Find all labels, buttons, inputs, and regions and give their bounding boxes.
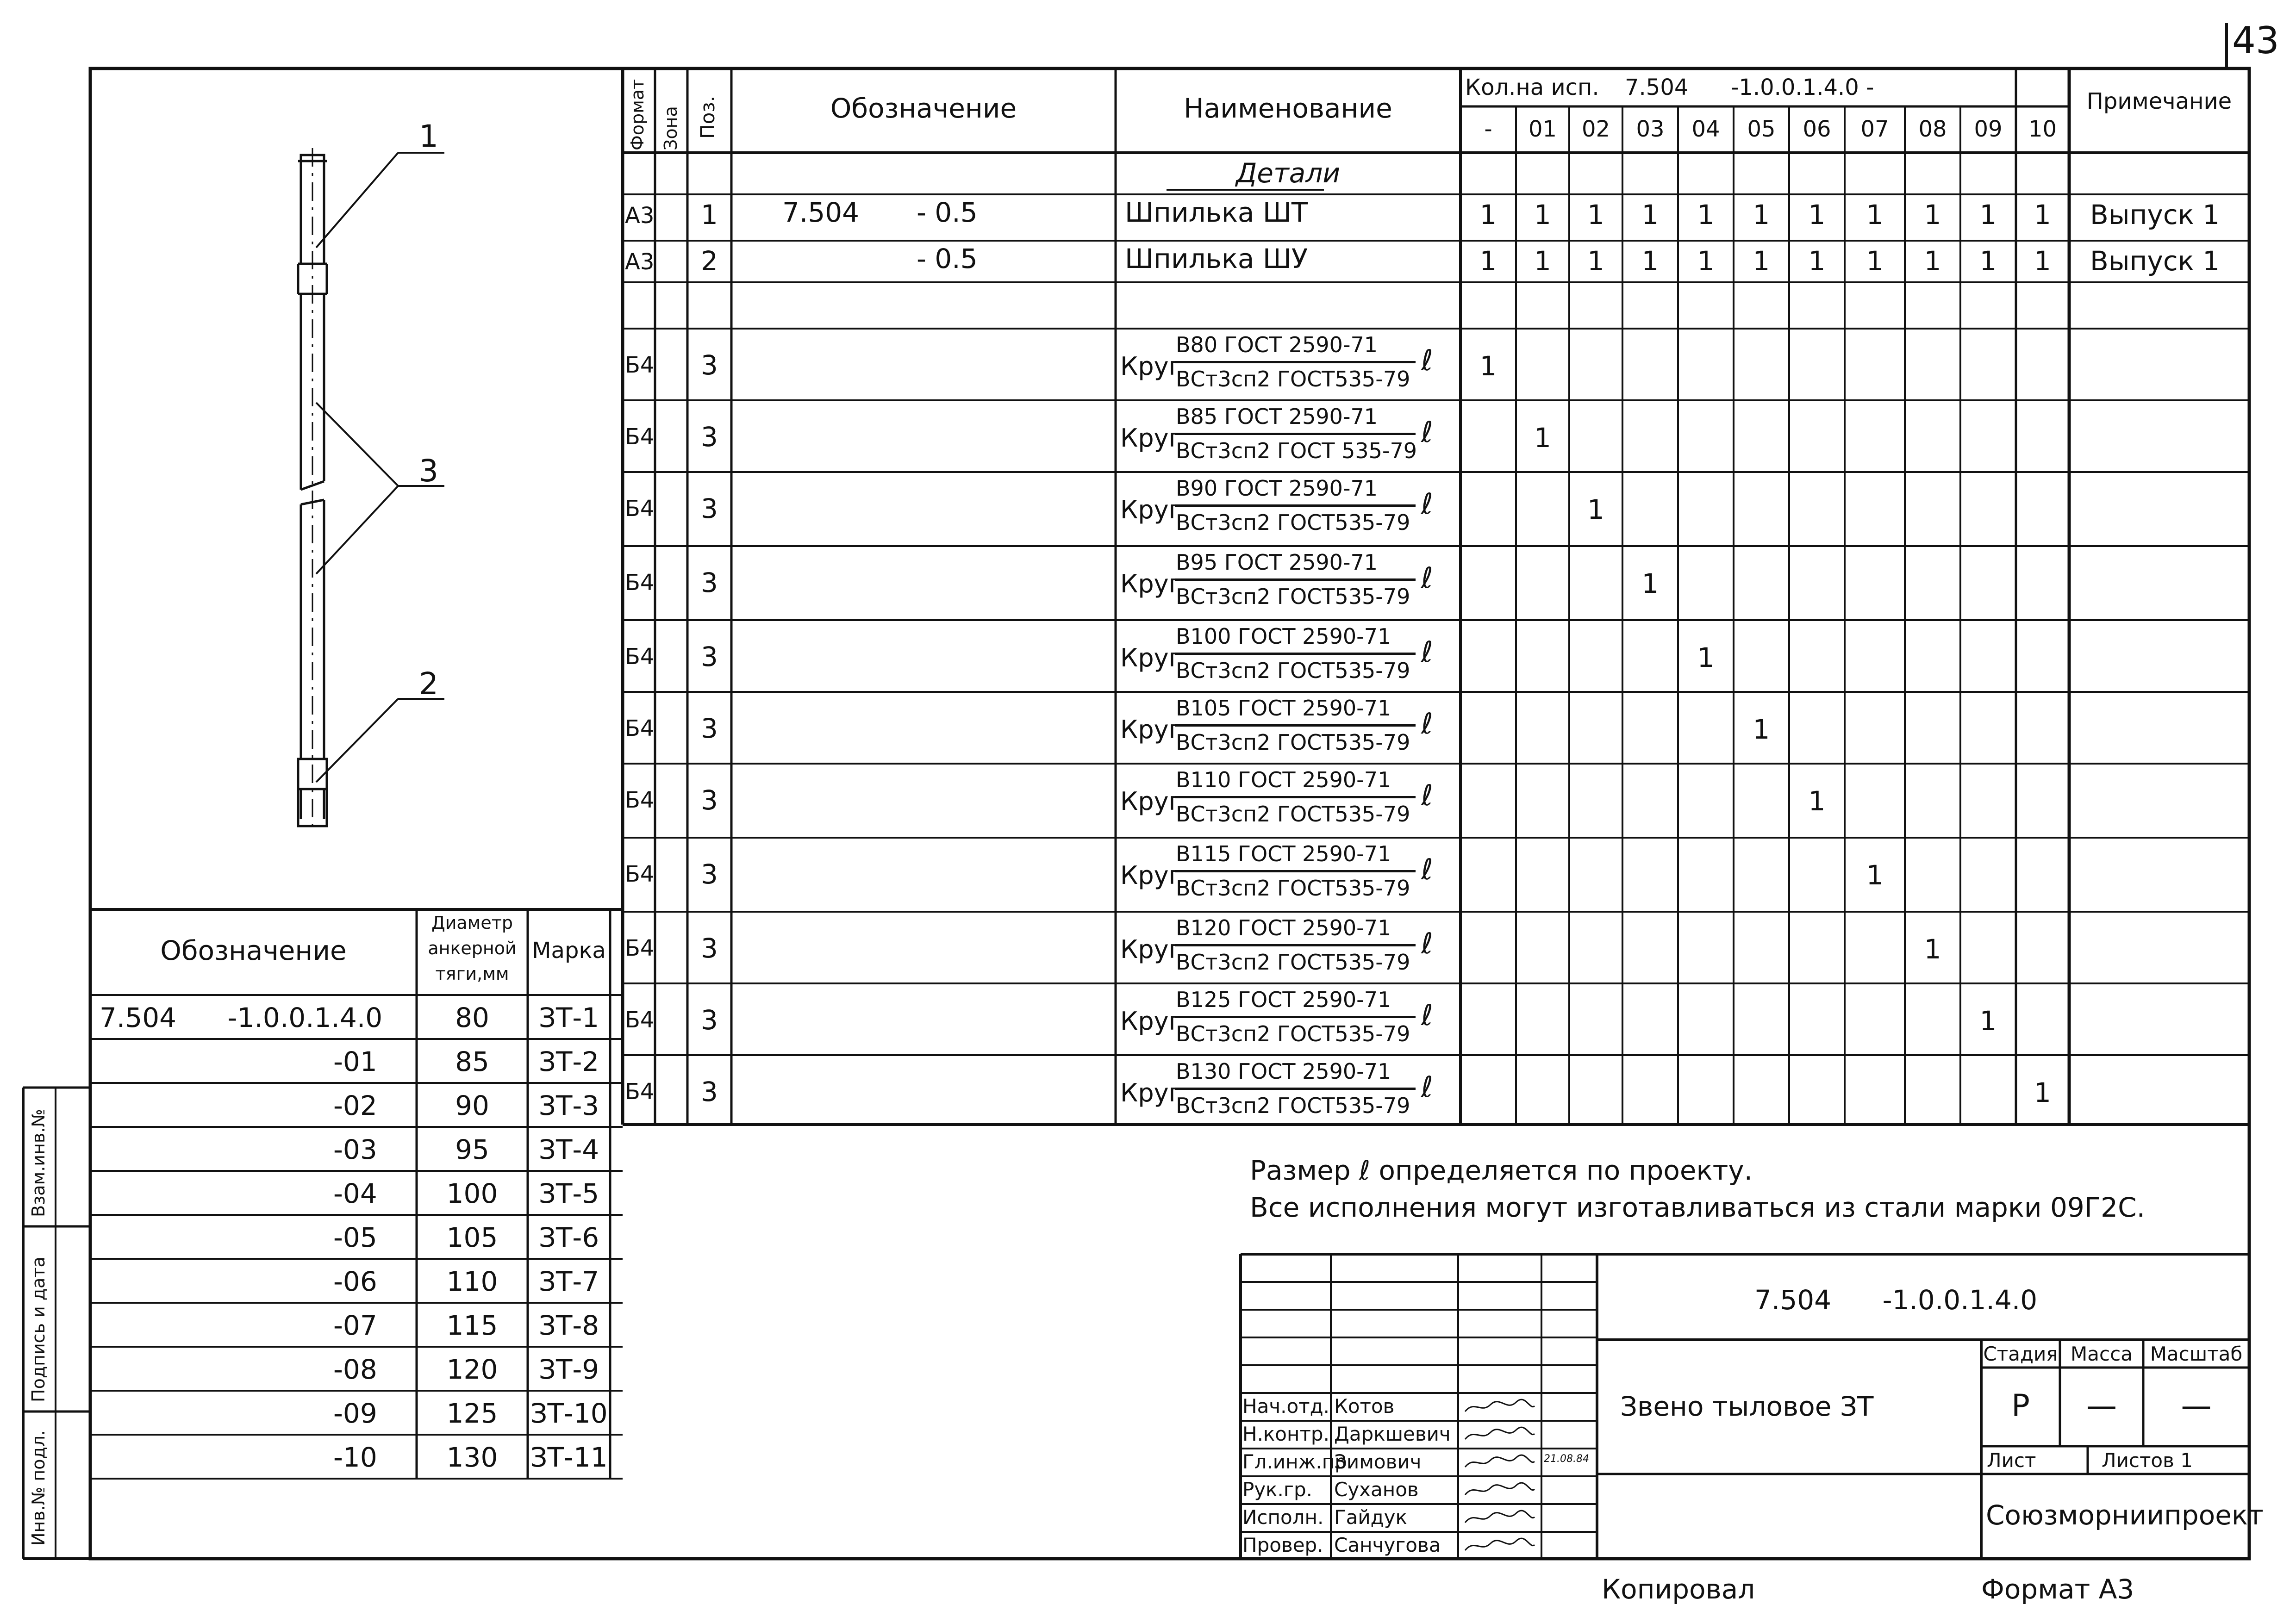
row-note: Выпуск 1 [2090, 245, 2220, 277]
row-qty: 1 [1979, 245, 1997, 277]
row-qty: 1 [1979, 1005, 1997, 1037]
mass-value: — [2086, 1388, 2117, 1424]
krug-prefix: Круг [1120, 861, 1182, 890]
signer-role: Рук.гр. [1242, 1478, 1312, 1501]
krug-prefix: Круг [1120, 1007, 1182, 1036]
marks-header-mark: Марка [532, 938, 606, 964]
marks-diameter: 90 [455, 1090, 489, 1121]
row-designation: 7.504 [782, 197, 860, 228]
signer-signature [1463, 1481, 1537, 1504]
header-format: Формат [627, 79, 648, 150]
krug-prefix: Круг [1120, 352, 1182, 381]
krug-fraction-bar [1175, 1088, 1416, 1090]
krug-prefix: Круг [1120, 423, 1182, 453]
krug-fraction-bar [1175, 870, 1416, 872]
scale-value: — [2181, 1388, 2212, 1424]
organization: Союзморниипроект [1986, 1499, 2264, 1531]
header-qty-code: 7.504 -1.0.0.1.4.0 - [1625, 75, 1874, 100]
row-code: - 0.5 [917, 243, 978, 274]
row-qty: 1 [1753, 199, 1770, 230]
signature-mark [1463, 1453, 1537, 1472]
krug-material [1120, 547, 1458, 616]
stage-label: Стадия [1983, 1343, 2058, 1365]
krug-length-symbol: ℓ [1421, 927, 1433, 960]
row-qty: 1 [1697, 199, 1715, 230]
row-qty: 1 [1479, 245, 1497, 277]
krug-steel: ВСт3сп2 ГОСТ 535-79 [1176, 438, 1417, 463]
row-qty: 1 [1641, 245, 1659, 277]
signer-role: Н.контр. [1242, 1423, 1329, 1445]
marks-diameter: 100 [446, 1178, 498, 1209]
marks-code: -08 [333, 1354, 377, 1385]
krug-gost: В105 ГОСТ 2590-71 [1176, 696, 1391, 721]
krug-length-symbol: ℓ [1421, 998, 1433, 1032]
callout-3: 3 [419, 453, 438, 489]
header-zone: Зона [661, 106, 681, 150]
signer-signature [1463, 1425, 1537, 1448]
marks-code: -01 [333, 1046, 377, 1077]
marks-header-designation: Обозначение [160, 935, 347, 966]
row-qty: 1 [1587, 245, 1604, 277]
sheet-number: 43 [2232, 19, 2279, 62]
note-line-2: Все исполнения могут изготавливаться из стали марки 09Г2С. [1250, 1192, 2146, 1223]
row-format: Б4 [625, 1079, 655, 1105]
marks-mark: ЗТ-11 [530, 1442, 608, 1473]
krug-gost: В115 ГОСТ 2590-71 [1176, 841, 1391, 866]
row-qty: 1 [1697, 245, 1715, 277]
krug-fraction-bar [1175, 504, 1416, 507]
row-qty: 1 [1534, 199, 1551, 230]
row-pos: 3 [701, 493, 718, 524]
row-qty: 1 [1866, 199, 1884, 230]
krug-steel: ВСт3сп2 ГОСТ535-79 [1176, 730, 1410, 755]
marks-diameter: 85 [455, 1046, 489, 1077]
row-pos: 3 [701, 713, 718, 744]
krug-material [1120, 765, 1458, 834]
row-qty: 1 [1641, 199, 1659, 230]
krug-material [1120, 913, 1458, 982]
signer-name: Котов [1334, 1395, 1395, 1418]
marks-code: -06 [333, 1266, 377, 1297]
row-qty: 1 [1924, 933, 1941, 965]
side-label-vzam: Взам.инв.№ [28, 1109, 49, 1217]
row-note: Выпуск 1 [2090, 199, 2220, 230]
marks-header-diam-2: анкерной [428, 938, 517, 958]
krug-prefix: Круг [1120, 569, 1182, 598]
signature-mark [1463, 1536, 1537, 1555]
sign-date: 21.08.84 [1544, 1453, 1589, 1465]
signer-role: Провер. [1242, 1534, 1323, 1556]
krug-length-symbol: ℓ [1421, 1070, 1433, 1104]
krug-length-symbol: ℓ [1421, 707, 1433, 740]
marks-diameter: 120 [446, 1354, 498, 1385]
row-qty: 1 [1808, 199, 1826, 230]
marks-code: -07 [333, 1310, 377, 1341]
row-qty: 1 [1808, 245, 1826, 277]
krug-gost: В130 ГОСТ 2590-71 [1176, 1059, 1391, 1084]
krug-length-symbol: ℓ [1421, 561, 1433, 595]
krug-gost: В85 ГОСТ 2590-71 [1176, 404, 1378, 429]
signer-role: Нач.отд. [1242, 1395, 1330, 1418]
variant-02: 02 [1581, 116, 1610, 142]
row-name: Шпилька ШУ [1125, 243, 1308, 274]
row-qty: 1 [2034, 199, 2051, 230]
header-pos: Поз. [696, 96, 719, 139]
krug-material [1120, 473, 1458, 542]
stage-value: Р [2011, 1388, 2030, 1424]
row-format: Б4 [625, 570, 655, 596]
row-qty: 1 [1534, 422, 1551, 454]
marks-mark: ЗТ-10 [530, 1398, 608, 1429]
signer-signature [1463, 1453, 1537, 1476]
row-qty: 1 [1479, 199, 1497, 230]
sheets-label: Листов 1 [2102, 1449, 2193, 1472]
marks-mark: ЗТ-6 [538, 1222, 599, 1253]
krug-gost: В100 ГОСТ 2590-71 [1176, 624, 1391, 649]
krug-fraction-bar [1175, 653, 1416, 655]
marks-diameter: 130 [446, 1442, 498, 1473]
row-qty: 1 [1587, 494, 1604, 525]
marks-header-diam-1: Диаметр [431, 913, 513, 933]
side-label-inv-podl: Инв.№ подл. [28, 1430, 49, 1546]
row-qty: 1 [1866, 859, 1884, 891]
krug-steel: ВСт3сп2 ГОСТ535-79 [1176, 658, 1410, 683]
krug-prefix: Круг [1120, 643, 1182, 672]
krug-fraction-bar [1175, 796, 1416, 798]
krug-material [1120, 984, 1458, 1054]
row-format: Б4 [625, 1007, 655, 1033]
marks-diameter: 125 [446, 1398, 498, 1429]
krug-fraction-bar [1175, 361, 1416, 363]
krug-gost: В80 ГОСТ 2590-71 [1176, 332, 1378, 357]
marks-diameter: 115 [446, 1310, 498, 1341]
scale-label: Масштаб [2150, 1343, 2243, 1365]
krug-prefix: Круг [1120, 495, 1182, 524]
row-pos: 3 [701, 858, 718, 890]
signer-role: Гл.инж.пр. [1242, 1450, 1354, 1473]
krug-steel: ВСт3сп2 ГОСТ535-79 [1176, 1021, 1410, 1046]
signature-mark [1463, 1425, 1537, 1444]
krug-material [1120, 621, 1458, 690]
row-qty: 1 [1924, 245, 1941, 277]
row-format: Б4 [625, 715, 655, 741]
marks-header-diam-3: тяги,мм [435, 964, 509, 984]
krug-steel: ВСт3сп2 ГОСТ535-79 [1176, 950, 1410, 975]
row-pos: 3 [701, 641, 718, 672]
marks-code: -10 [333, 1442, 377, 1473]
krug-gost: В120 ГОСТ 2590-71 [1176, 915, 1391, 940]
row-pos: 2 [701, 245, 718, 277]
signer-name: Санчугова [1334, 1534, 1441, 1556]
row-format: Б4 [625, 352, 655, 378]
row-pos: 1 [701, 199, 718, 230]
krug-steel: ВСт3сп2 ГОСТ535-79 [1176, 367, 1410, 392]
row-pos: 3 [701, 567, 718, 598]
marks-code: 7.504 -1.0.0.1.4.0 [100, 1002, 383, 1033]
marks-mark: ЗТ-8 [538, 1310, 599, 1341]
row-pos: 3 [701, 421, 718, 453]
row-qty: 1 [1866, 245, 1884, 277]
krug-gost: В95 ГОСТ 2590-71 [1176, 550, 1378, 575]
krug-prefix: Круг [1120, 935, 1182, 964]
variant-03: 03 [1636, 116, 1665, 142]
marks-code: -03 [333, 1134, 377, 1165]
note-line-1: Размер ℓ определяется по проекту. [1250, 1155, 1753, 1186]
variant-04: 04 [1691, 116, 1720, 142]
krug-steel: ВСт3сп2 ГОСТ535-79 [1176, 802, 1410, 827]
row-name: Шпилька ШТ [1125, 197, 1308, 228]
krug-steel: ВСт3сп2 ГОСТ535-79 [1176, 510, 1410, 535]
signer-signature [1463, 1398, 1537, 1420]
row-format: Б4 [625, 935, 655, 961]
row-format: Б4 [625, 787, 655, 813]
signer-name: Гайдук [1334, 1506, 1407, 1529]
section-title-parts: Детали [1235, 157, 1341, 189]
row-format: Б4 [625, 644, 655, 670]
variant-08: 08 [1918, 116, 1947, 142]
header-qty-label: Кол.на исп. [1465, 75, 1599, 100]
marks-code: -04 [333, 1178, 377, 1209]
variant-01: 01 [1528, 116, 1557, 142]
marks-mark: ЗТ-1 [538, 1002, 599, 1033]
marks-diameter: 95 [455, 1134, 489, 1165]
signer-signature [1463, 1536, 1537, 1559]
sheet-label: Лист [1987, 1449, 2036, 1472]
marks-mark: ЗТ-9 [538, 1354, 599, 1385]
krug-length-symbol: ℓ [1421, 343, 1433, 377]
marks-mark: ЗТ-5 [538, 1178, 599, 1209]
row-pos: 3 [701, 933, 718, 964]
marks-code: -05 [333, 1222, 377, 1253]
row-qty: 1 [1697, 642, 1715, 673]
krug-material [1120, 839, 1458, 908]
row-code: - 0.5 [917, 197, 978, 228]
signer-name: Зимович [1334, 1450, 1422, 1473]
krug-length-symbol: ℓ [1421, 635, 1433, 669]
krug-fraction-bar [1175, 944, 1416, 946]
row-format: Б4 [625, 424, 655, 450]
variant-07: 07 [1860, 116, 1889, 142]
krug-prefix: Круг [1120, 1078, 1182, 1107]
header-designation: Обозначение [830, 93, 1017, 124]
row-qty: 1 [1479, 350, 1497, 382]
doc-code: 7.504 -1.0.0.1.4.0 [1754, 1284, 2038, 1316]
row-pos: 3 [701, 1076, 718, 1107]
variant-06: 06 [1803, 116, 1831, 142]
krug-gost: В90 ГОСТ 2590-71 [1176, 476, 1378, 501]
row-format: Б4 [625, 496, 655, 522]
krug-steel: ВСт3сп2 ГОСТ535-79 [1176, 876, 1410, 901]
row-format: Б4 [625, 861, 655, 887]
krug-fraction-bar [1175, 1016, 1416, 1018]
krug-length-symbol: ℓ [1421, 415, 1433, 449]
variant-09: 09 [1974, 116, 2003, 142]
krug-gost: В110 ГОСТ 2590-71 [1176, 767, 1391, 792]
variant-05: 05 [1747, 116, 1776, 142]
krug-length-symbol: ℓ [1421, 778, 1433, 812]
footer-copied: Копировал [1602, 1573, 1755, 1605]
row-format: А3 [625, 203, 655, 229]
row-qty: 1 [1587, 199, 1604, 230]
marks-diameter: 80 [455, 1002, 489, 1033]
row-qty: 1 [1753, 245, 1770, 277]
krug-length-symbol: ℓ [1421, 852, 1433, 886]
marks-diameter: 105 [446, 1222, 498, 1253]
row-qty: 1 [1753, 714, 1770, 745]
row-pos: 3 [701, 1004, 718, 1036]
marks-mark: ЗТ-3 [538, 1090, 599, 1121]
krug-material [1120, 401, 1458, 471]
marks-diameter: 110 [446, 1266, 498, 1297]
mass-label: Масса [2071, 1343, 2133, 1365]
footer-format: Формат А3 [1981, 1573, 2134, 1605]
signer-name: Суханов [1334, 1478, 1419, 1501]
row-format: А3 [625, 249, 655, 275]
variant-10: 10 [2028, 116, 2057, 142]
row-pos: 3 [701, 349, 718, 381]
row-qty: 1 [1808, 785, 1826, 817]
row-qty: 1 [2034, 245, 2051, 277]
signer-signature [1463, 1509, 1537, 1531]
marks-mark: ЗТ-4 [538, 1134, 599, 1165]
signer-name: Даркшевич [1334, 1423, 1451, 1445]
krug-steel: ВСт3сп2 ГОСТ535-79 [1176, 1093, 1410, 1118]
krug-gost: В125 ГОСТ 2590-71 [1176, 987, 1391, 1012]
krug-fraction-bar [1175, 578, 1416, 581]
krug-length-symbol: ℓ [1421, 487, 1433, 521]
header-note: Примечание [2086, 88, 2232, 114]
krug-material [1120, 330, 1458, 399]
variant-base: - [1484, 116, 1492, 142]
marks-code: -09 [333, 1398, 377, 1429]
header-name: Наименование [1184, 93, 1392, 124]
signer-role: Исполн. [1242, 1506, 1324, 1529]
row-pos: 3 [701, 784, 718, 816]
row-qty: 1 [1979, 199, 1997, 230]
signature-mark [1463, 1398, 1537, 1416]
callout-1: 1 [419, 118, 438, 154]
row-qty: 1 [1534, 245, 1551, 277]
doc-title: Звено тыловое ЗТ [1620, 1391, 1874, 1422]
signature-mark [1463, 1509, 1537, 1527]
signature-mark [1463, 1481, 1537, 1499]
row-qty: 1 [2034, 1077, 2051, 1108]
callout-2: 2 [419, 666, 438, 702]
row-qty: 1 [1924, 199, 1941, 230]
krug-fraction-bar [1175, 433, 1416, 435]
marks-mark: ЗТ-7 [538, 1266, 599, 1297]
side-label-podpis: Подпись и дата [28, 1256, 49, 1402]
krug-prefix: Круг [1120, 715, 1182, 744]
row-qty: 1 [1641, 568, 1659, 599]
marks-mark: ЗТ-2 [538, 1046, 599, 1077]
krug-material [1120, 1056, 1458, 1126]
krug-prefix: Круг [1120, 787, 1182, 816]
krug-fraction-bar [1175, 724, 1416, 727]
krug-material [1120, 693, 1458, 762]
marks-code: -02 [333, 1090, 377, 1121]
krug-steel: ВСт3сп2 ГОСТ535-79 [1176, 584, 1410, 609]
